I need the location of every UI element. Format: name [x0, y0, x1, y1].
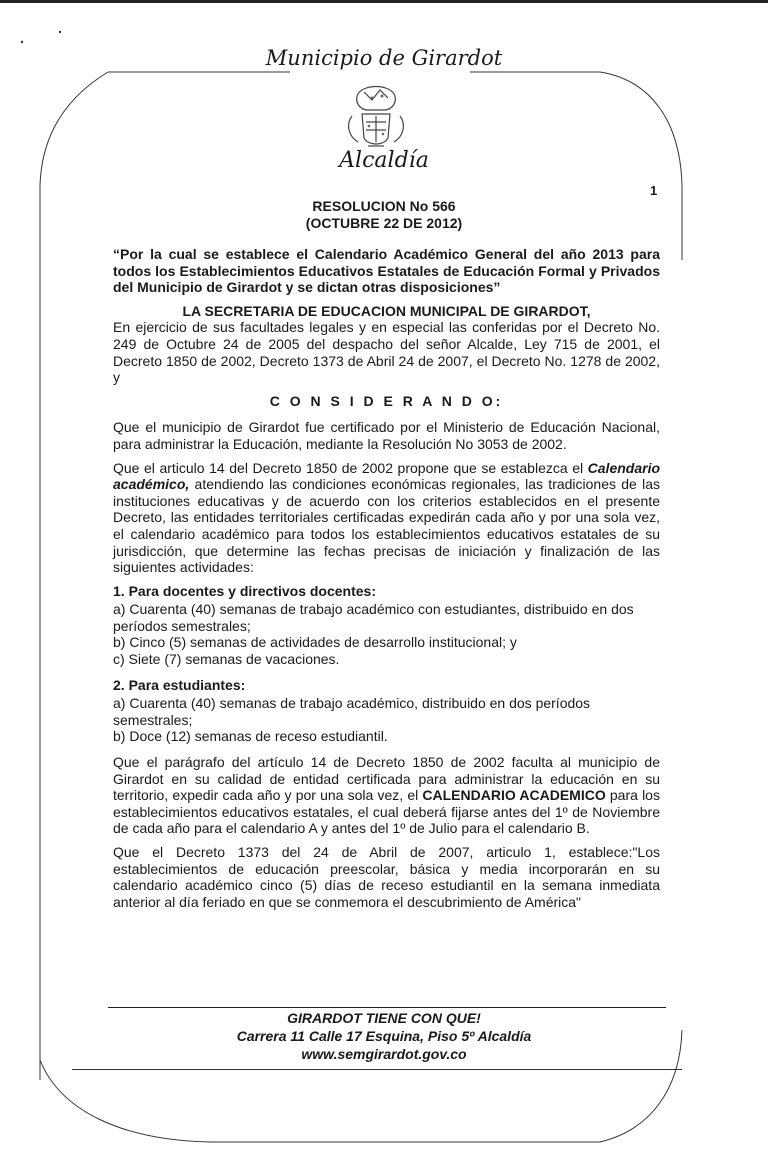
resolution-date: (OCTUBRE 22 DE 2012) [305, 215, 463, 231]
document-title: “Por la cual se establece el Calendario Académico General del año 2013 para todos los Establecimientos Educativos Estatales de Educación Formal y Privados del Municipio de Girardot y se dictan otras disposiciones” [113, 246, 660, 296]
section-estudiantes-list [113, 695, 660, 745]
section-docentes-list [113, 601, 660, 667]
footer-slogan: GIRARDOT TIENE CON QUE! [287, 1010, 481, 1026]
section-estudiantes-title: 2. Para estudiantes: [113, 676, 246, 693]
paragraph-article-14-rest: atendiendo las condiciones económicas regionales, las tradiciones de las instituciones educativas y de acuerdo con los criterios establecidos en el presente Decreto, las entidades territoriales certificadas expedirán cada año y por una sola vez, el calendario académico para todos los establecimientos educativos estatales de su jurisdicción, que determine las fechas precisas de iniciación y finalización de las siguientes actividades: [113, 476, 660, 576]
list-item: b) Cinco (5) semanas de actividades de desarrollo institucional; y [113, 634, 517, 651]
paragraph-decreto-1373: Que el Decreto 1373 del 24 de Abril de 2007, articulo 1, establece:"Los establecimientos de educación preescolar, básica y media incorporarán en su calendario académico cinco (5) días de receso estudiantil en la semana inmediata anterior al día feriado en que se conmemora el descubrimiento de América" [113, 844, 660, 910]
paragraph-certification: Que el municipio de Girardot fue certificado por el Ministerio de Educación Nacional, para administrar la Educación, mediante la Resolución No 3053 de 2002. [113, 419, 660, 452]
footer-address: Carrera 11 Calle 17 Esquina, Piso 5º Alcaldía [236, 1028, 532, 1044]
calendario-academico-emphasis: CALENDARIO ACADEMICO [422, 787, 606, 804]
list-item: a) Cuarenta (40) semanas de trabajo académico con estudiantes, distribuido en dos períodos semestrales; [113, 601, 634, 634]
paragraph-article-14 [113, 460, 660, 576]
document-body [113, 246, 660, 917]
paragraph-paragrafo [113, 754, 660, 837]
top-border-line [0, 0, 768, 3]
preamble-paragraph: En ejercicio de sus facultades legales y en especial las conferidas por el Decreto No. 249 de Octubre 24 de 2005 del despacho del señor Alcalde, Ley 715 de 2001, el Decreto 1850 de 2002, Decreto 1373 de Abril 24 de 2007, el Decreto No. 1278 de 2002, y [113, 319, 660, 386]
footer-separator [108, 1007, 666, 1008]
footer-bottom-rule [72, 1069, 682, 1070]
page-number: 1 [650, 183, 658, 198]
paragraph-article-14-start: Que el articulo 14 del Decreto 1850 de 2002 propone que se establezca el [113, 459, 584, 476]
considerando-heading: C O N S I D E R A N D O: [269, 392, 504, 409]
list-item: a) Cuarenta (40) semanas de trabajo académico, distribuido en dos períodos semestrales; [113, 695, 591, 728]
office-title: Alcaldía [339, 148, 429, 173]
paragraph-paragrafo-start: Que el parágrafo del artículo 14 de Decreto 1850 de 2002 faculta al municipio de Girardot en su calidad de entidad certificada para administrar la educación en su territorio, expedir cada año y por una sola vez, el [113, 754, 660, 804]
section-docentes-title: 1. Para docentes y directivos docentes: [113, 582, 376, 599]
list-item: c) Siete (7) semanas de vacaciones. [113, 651, 340, 668]
footer-website[interactable]: www.semgirardot.gov.co [301, 1046, 467, 1062]
municipality-title: Municipio de Girardot [265, 46, 503, 70]
resolution-number: RESOLUCION No 566 [312, 198, 456, 214]
list-item: b) Doce (12) semanas de receso estudiantil. [113, 728, 388, 745]
paragraph-paragrafo-rest: para los establecimientos educativos estatales, el cual deberá fijarse antes del 1º de Noviembre de cada año para el calendario A y antes del 1º de Julio para el calendario B. [113, 787, 660, 837]
authority-heading: LA SECRETARIA DE EDUCACION MUNICIPAL DE GIRARDOT, [182, 302, 591, 319]
calendario-emphasis: Calendario académico, [113, 459, 661, 493]
coat-of-arms-icon [338, 80, 414, 152]
